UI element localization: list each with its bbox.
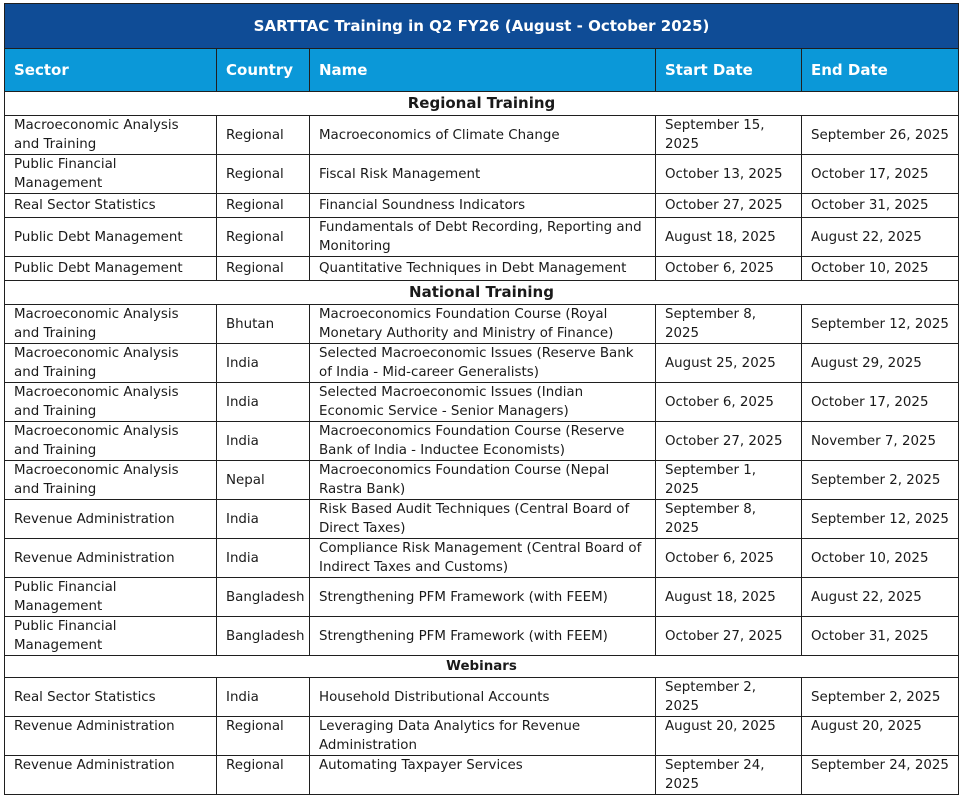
cell-sector: Revenue Administration	[5, 500, 217, 539]
cell-start-date: October 6, 2025	[656, 539, 802, 578]
cell-sector: Revenue Administration	[5, 756, 217, 795]
cell-name: Macroeconomics Foundation Course (Royal Monetary Authority and Ministry of Finance)	[310, 305, 656, 344]
cell-name: Risk Based Audit Techniques (Central Board of Direct Taxes)	[310, 500, 656, 539]
cell-sector: Revenue Administration	[5, 717, 217, 756]
table-row	[5, 257, 959, 281]
cell-name: Selected Macroeconomic Issues (Indian Economic Service - Senior Managers)	[310, 383, 656, 422]
cell-start-date: October 13, 2025	[656, 155, 802, 194]
table-row	[5, 194, 959, 218]
training-schedule-table	[4, 3, 959, 795]
cell-sector: Public Debt Management	[5, 218, 217, 257]
cell-country: Bhutan	[217, 305, 310, 344]
cell-country: Bangladesh	[217, 617, 310, 656]
table-row	[5, 756, 959, 795]
table-row	[5, 155, 959, 194]
cell-sector: Public Financial Management	[5, 578, 217, 617]
cell-name: Compliance Risk Management (Central Board of Indirect Taxes and Customs)	[310, 539, 656, 578]
cell-name: Fundamentals of Debt Recording, Reporting and Monitoring	[310, 218, 656, 257]
cell-name: Household Distributional Accounts	[310, 678, 656, 717]
table-row	[5, 344, 959, 383]
cell-end-date: November 7, 2025	[802, 422, 959, 461]
cell-country: Regional	[217, 155, 310, 194]
cell-sector: Real Sector Statistics	[5, 678, 217, 717]
cell-sector: Macroeconomic Analysis and Training	[5, 344, 217, 383]
cell-name: Macroeconomics Foundation Course (Reserve Bank of India - Inductee Economists)	[310, 422, 656, 461]
cell-end-date: September 12, 2025	[802, 305, 959, 344]
cell-country: Regional	[217, 257, 310, 281]
cell-sector: Real Sector Statistics	[5, 194, 217, 218]
cell-country: Bangladesh	[217, 578, 310, 617]
column-header-country: Country	[217, 49, 310, 92]
cell-end-date: September 2, 2025	[802, 678, 959, 717]
cell-country: India	[217, 500, 310, 539]
cell-start-date: September 1, 2025	[656, 461, 802, 500]
column-header-name: Name	[310, 49, 656, 92]
cell-end-date: October 10, 2025	[802, 539, 959, 578]
table-title: SARTTAC Training in Q2 FY26 (August - October 2025)	[5, 4, 959, 49]
cell-start-date: October 6, 2025	[656, 383, 802, 422]
column-header-end-date: End Date	[802, 49, 959, 92]
cell-country: India	[217, 678, 310, 717]
cell-end-date: September 12, 2025	[802, 500, 959, 539]
cell-sector: Macroeconomic Analysis and Training	[5, 116, 217, 155]
table-row	[5, 116, 959, 155]
cell-name: Macroeconomics Foundation Course (Nepal Rastra Bank)	[310, 461, 656, 500]
cell-name: Selected Macroeconomic Issues (Reserve Bank of India - Mid-career Generalists)	[310, 344, 656, 383]
table-row	[5, 717, 959, 756]
cell-country: Regional	[217, 756, 310, 795]
cell-sector: Public Financial Management	[5, 155, 217, 194]
cell-end-date: August 22, 2025	[802, 218, 959, 257]
training-table-container	[4, 3, 958, 795]
section-heading-regional: Regional Training	[5, 92, 959, 116]
cell-name: Strengthening PFM Framework (with FEEM)	[310, 578, 656, 617]
cell-end-date: September 24, 2025	[802, 756, 959, 795]
cell-country: Regional	[217, 194, 310, 218]
table-row	[5, 678, 959, 717]
cell-end-date: September 26, 2025	[802, 116, 959, 155]
table-row	[5, 578, 959, 617]
cell-sector: Macroeconomic Analysis and Training	[5, 383, 217, 422]
cell-name: Leveraging Data Analytics for Revenue Administration	[310, 717, 656, 756]
cell-start-date: August 18, 2025	[656, 218, 802, 257]
cell-name: Strengthening PFM Framework (with FEEM)	[310, 617, 656, 656]
cell-end-date: October 31, 2025	[802, 617, 959, 656]
cell-country: India	[217, 422, 310, 461]
cell-country: Regional	[217, 218, 310, 257]
cell-name: Quantitative Techniques in Debt Management	[310, 257, 656, 281]
cell-start-date: September 24, 2025	[656, 756, 802, 795]
cell-start-date: October 27, 2025	[656, 422, 802, 461]
table-row	[5, 539, 959, 578]
cell-start-date: August 18, 2025	[656, 578, 802, 617]
cell-start-date: October 6, 2025	[656, 257, 802, 281]
column-header-sector: Sector	[5, 49, 217, 92]
cell-sector: Public Debt Management	[5, 257, 217, 281]
cell-start-date: September 2, 2025	[656, 678, 802, 717]
cell-sector: Public Financial Management	[5, 617, 217, 656]
cell-name: Automating Taxpayer Services	[310, 756, 656, 795]
table-row	[5, 617, 959, 656]
cell-start-date: October 27, 2025	[656, 194, 802, 218]
cell-end-date: August 22, 2025	[802, 578, 959, 617]
cell-start-date: September 8, 2025	[656, 305, 802, 344]
cell-sector: Revenue Administration	[5, 539, 217, 578]
cell-country: Regional	[217, 116, 310, 155]
cell-end-date: October 31, 2025	[802, 194, 959, 218]
cell-start-date: October 27, 2025	[656, 617, 802, 656]
cell-name: Financial Soundness Indicators	[310, 194, 656, 218]
table-row	[5, 500, 959, 539]
cell-country: India	[217, 383, 310, 422]
cell-sector: Macroeconomic Analysis and Training	[5, 461, 217, 500]
cell-sector: Macroeconomic Analysis and Training	[5, 422, 217, 461]
cell-end-date: August 20, 2025	[802, 717, 959, 756]
table-row	[5, 383, 959, 422]
table-row	[5, 218, 959, 257]
cell-country: Nepal	[217, 461, 310, 500]
column-header-start-date: Start Date	[656, 49, 802, 92]
cell-end-date: October 17, 2025	[802, 155, 959, 194]
cell-end-date: October 10, 2025	[802, 257, 959, 281]
cell-country: India	[217, 344, 310, 383]
cell-country: India	[217, 539, 310, 578]
cell-sector: Macroeconomic Analysis and Training	[5, 305, 217, 344]
cell-name: Macroeconomics of Climate Change	[310, 116, 656, 155]
cell-start-date: August 20, 2025	[656, 717, 802, 756]
section-heading-national: National Training	[5, 281, 959, 305]
section-heading-webinars: Webinars	[5, 656, 959, 678]
cell-name: Fiscal Risk Management	[310, 155, 656, 194]
cell-end-date: August 29, 2025	[802, 344, 959, 383]
cell-start-date: September 8, 2025	[656, 500, 802, 539]
table-row	[5, 422, 959, 461]
cell-end-date: September 2, 2025	[802, 461, 959, 500]
cell-start-date: August 25, 2025	[656, 344, 802, 383]
table-row	[5, 305, 959, 344]
cell-start-date: September 15, 2025	[656, 116, 802, 155]
cell-end-date: October 17, 2025	[802, 383, 959, 422]
table-row	[5, 461, 959, 500]
cell-country: Regional	[217, 717, 310, 756]
